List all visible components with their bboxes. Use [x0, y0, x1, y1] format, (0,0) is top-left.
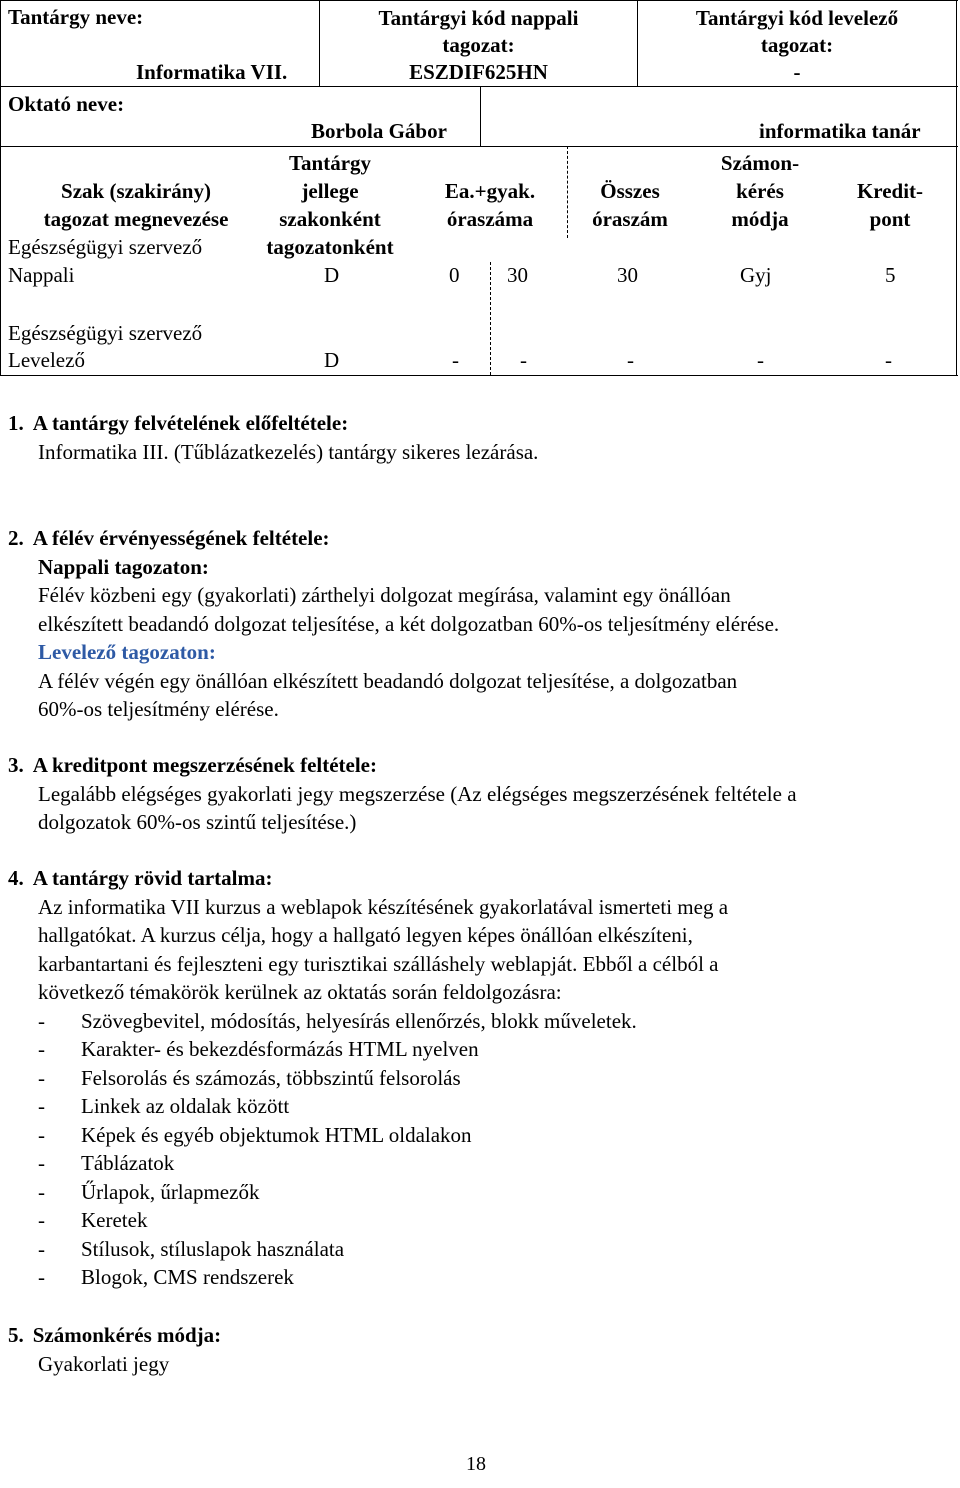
col-header-line: Szak (szakirány) [61, 179, 211, 203]
list-item [38, 1263, 946, 1292]
subject-name: Informatika VII. [136, 60, 288, 84]
cell-szamonkeres: - [757, 348, 764, 372]
col-header-line: módja [731, 207, 789, 231]
col-header-line: Ea.+gyak. [444, 179, 536, 203]
cell-kredit: - [885, 348, 892, 372]
section-number: 2. [8, 526, 24, 550]
table-border-right [956, 0, 957, 376]
row-name-line1: Egészségügyi szervező [8, 235, 203, 259]
list-item [38, 1064, 946, 1093]
teacher-name: Borbola Gábor [311, 119, 447, 143]
table-border-top [0, 0, 958, 1]
col-header-line: jellege [301, 179, 359, 203]
row-name-line1: Egészségügyi szervező [8, 321, 203, 345]
section-prerequisite [8, 409, 538, 466]
col-header-szamonkeres [700, 149, 820, 233]
section-text: Informatika III. (Tűblázatkezelés) tantárgy sikeres lezárása. [38, 439, 539, 464]
table-border-left [0, 0, 1, 376]
dashed-divider [490, 262, 491, 375]
col-header-szak [2, 177, 270, 233]
paragraph [8, 893, 946, 1007]
cell-ea: 0 [449, 263, 460, 287]
list-item-text: Blogok, CMS rendszerek [81, 1265, 294, 1289]
list-item [38, 1178, 946, 1207]
code-day-value: ESZDIF625HN [409, 60, 548, 84]
section-heading [8, 524, 779, 553]
code-corr-label-line1: Tantárgyi kód levelező [695, 6, 899, 30]
section-heading [8, 751, 797, 780]
col-header-line: Kredit- [856, 179, 924, 203]
cell-gyak: - [520, 348, 527, 372]
list-item-text: Linkek az oldalak között [81, 1094, 290, 1118]
list-item [38, 1092, 946, 1121]
list-dash: - [38, 1265, 45, 1289]
text-line: A félév végén egy önállóan elkészített beadandó dolgozat teljesítése, a dolgozatban [38, 668, 738, 693]
list-dash: - [38, 1065, 45, 1090]
list-item-text: Képek és egyéb objektumok HTML oldalakon [81, 1122, 472, 1147]
text-line: 60%-os teljesítmény elérése. [38, 697, 279, 721]
text-line: karbantartani és fejleszteni egy turisztikai szálláshely weblapját. Ebből a célból a [38, 951, 719, 976]
text-line: hallgatókat. A kurzus célja, hogy a hallgató legyen képes önállóan elkészíteni, [38, 923, 693, 947]
col-header-line: Tantárgy [288, 151, 372, 175]
list-item [38, 1206, 946, 1235]
cell-osszes: - [627, 348, 634, 372]
col-header-kredit [830, 177, 950, 233]
section-heading [8, 864, 946, 893]
cell-szamonkeres: Gyj [740, 263, 772, 287]
col-header-ea-gyak [420, 177, 560, 233]
list-item [38, 1121, 946, 1150]
list-dash: - [38, 1236, 45, 1261]
topic-list [8, 1007, 946, 1292]
list-item-text: Űrlapok, űrlapmezők [81, 1179, 260, 1204]
teacher-title: informatika tanár [759, 119, 921, 143]
list-item-text: Szövegbevitel, módosítás, helyesírás ellenőrzés, blokk műveletek. [81, 1008, 637, 1033]
list-item-text: Táblázatok [81, 1151, 175, 1175]
list-dash: - [38, 1151, 45, 1175]
text-line: Az informatika VII kurzus a weblapok készítésének gyakorlatával ismerteti meg a [38, 894, 729, 919]
list-item-text: Stílusok, stíluslapok használata [81, 1236, 345, 1261]
section-number: 4. [8, 866, 24, 890]
section-content [8, 864, 946, 1292]
cell-ea: - [452, 348, 459, 372]
section-heading [8, 1321, 221, 1350]
row-name-line2: Nappali [8, 263, 75, 287]
text-line: dolgozatok 60%-os szintű teljesítése.) [38, 810, 357, 834]
divider [0, 146, 958, 147]
list-item-text: Felsorolás és számozás, többszintű felsorolás [81, 1065, 461, 1090]
list-dash: - [38, 1008, 45, 1033]
section-credit [8, 751, 797, 837]
list-item [38, 1007, 946, 1036]
cell-jelleg: D [324, 348, 340, 372]
section-title: A félév érvényességének feltétele: [32, 526, 330, 550]
col-header-jelleg [250, 149, 410, 261]
divider [480, 86, 481, 147]
section-heading [8, 409, 538, 438]
code-day-label-line2: tagozat: [442, 33, 515, 57]
section-assessment [8, 1321, 221, 1378]
cell-kredit: 5 [885, 263, 896, 287]
code-corr-value: - [793, 60, 801, 84]
list-dash: - [38, 1094, 45, 1118]
list-dash: - [38, 1179, 45, 1204]
cell-jelleg: D [324, 263, 340, 287]
col-header-line: kérés [736, 179, 784, 203]
section-number: 5. [8, 1323, 24, 1347]
section-title: A tantárgy rövid tartalma: [32, 866, 273, 890]
subject-label: Tantárgy neve: [8, 5, 144, 29]
code-day-label [320, 5, 637, 59]
row-name-line2: Levelező [8, 348, 85, 372]
list-dash: - [38, 1122, 45, 1147]
col-header-line: óraszáma [446, 207, 534, 231]
text-line: Félév közbeni egy (gyakorlati) zárthelyi dolgozat megírása, valamint egy önállóan [38, 583, 731, 607]
table-border-bottom [0, 375, 958, 376]
section-title: A tantárgy felvételének előfeltétele: [32, 411, 349, 435]
list-dash: - [38, 1208, 45, 1232]
code-corr-label [638, 5, 956, 59]
col-header-line: szakonként [279, 207, 381, 231]
list-item-text: Karakter- és bekezdésformázás HTML nyelven [81, 1037, 479, 1061]
section-title: A kreditpont megszerzésének feltétele: [32, 753, 377, 777]
col-header-line: Számon- [720, 151, 800, 175]
teacher-label: Oktató neve: [8, 92, 125, 116]
col-header-line: tagozat megnevezése [43, 207, 229, 231]
section-text: Gyakorlati jegy [38, 1351, 170, 1376]
section-number: 3. [8, 753, 24, 777]
code-corr-label-line2: tagozat: [760, 33, 834, 57]
subheading-correspondence: Levelező tagozaton: [38, 640, 216, 664]
col-header-line: tagozatonként [266, 235, 394, 259]
col-header-line: óraszám [592, 207, 668, 231]
page-number: 18 [466, 1453, 486, 1475]
text-line: következő témakörök kerülnek az oktatás során feldolgozásra: [38, 980, 562, 1004]
dashed-divider [567, 146, 568, 238]
text-line: elkészített beadandó dolgozat teljesítése, a két dolgozatban 60%-os teljesítmény elérése. [38, 611, 780, 636]
list-item [38, 1235, 946, 1264]
list-item-text: Keretek [81, 1208, 148, 1232]
cell-osszes: 30 [617, 263, 638, 287]
col-header-line: Összes [600, 179, 660, 203]
section-number: 1. [8, 411, 24, 435]
list-item [38, 1035, 946, 1064]
section-title: Számonkérés módja: [32, 1323, 222, 1347]
section-validity [8, 524, 779, 724]
list-dash: - [38, 1037, 45, 1061]
list-item [38, 1149, 946, 1178]
text-line: Legalább elégséges gyakorlati jegy megszerzése (Az elégséges megszerzésének feltétele a [38, 781, 797, 806]
cell-gyak: 30 [507, 263, 528, 287]
col-header-line: pont [869, 207, 911, 231]
col-header-osszes [570, 177, 690, 233]
divider [0, 86, 958, 87]
subheading-day: Nappali tagozaton: [38, 554, 209, 579]
code-day-label-line1: Tantárgyi kód nappali [378, 6, 579, 30]
